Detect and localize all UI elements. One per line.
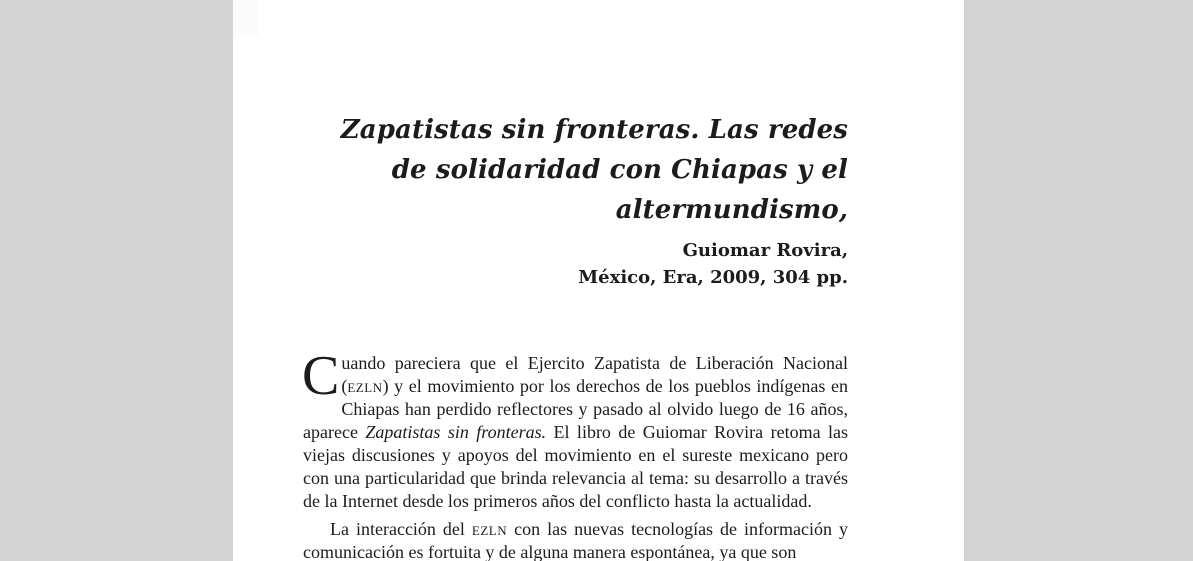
document-page [233,0,964,561]
ezln-acronym: ezln [471,519,508,539]
p2-text-1: La interacción del [330,519,472,539]
book-title [288,110,848,230]
review-body [302,345,848,561]
drop-cap: C [302,345,340,407]
paragraph-1 [302,345,848,513]
publication-info: México, Era, 2009, 304 pp. [578,267,848,288]
book-title-inline: Zapatistas sin fronteras. [365,422,547,442]
book-title-line-1: Zapatistas sin fronteras. Las redes [340,115,848,145]
review-heading [288,110,848,291]
ezln-acronym: ezln [347,376,383,396]
p1-text-2: ) y el movimiento por los derechos de los pueblos indígenas en Chiapas han perdido reflectores y pasado al olvido luego de 16 años, aparece [303,376,848,442]
book-author: Guiomar Rovira, [682,240,848,261]
p1-text-1: uando pareciera que el Ejercito Zapatista de Liberación Nacional ( [341,353,848,396]
p2-text-2: con las nuevas tecnologías de información y comunicación es fortuita y de alguna manera espontánea, ya que son [303,519,848,561]
book-title-line-2: de solidaridad con Chiapas y el [391,155,848,185]
page-corner-mark [233,0,259,36]
p1-text-3: El libro de Guiomar Rovira retoma las viejas discusiones y apoyos del movimiento en el sureste mexicano pero con una particularidad que brinda relevancia al tema: su desarrollo a través de la Internet desde los primeros años del conflicto hasta la actualidad. [303,422,848,511]
paragraph-2 [303,518,848,561]
book-title-line-3: altermundismo, [615,195,848,225]
